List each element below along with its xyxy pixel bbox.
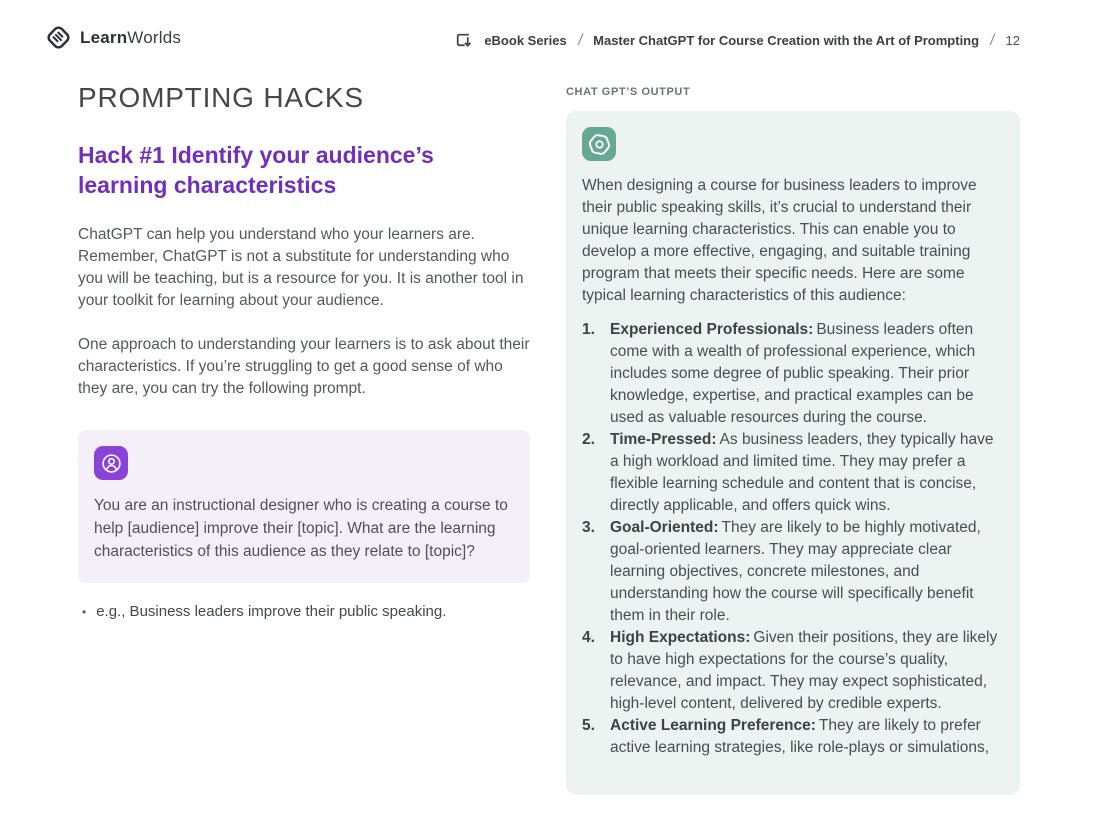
list-item [582, 627, 1000, 715]
list-item [582, 517, 1000, 627]
breadcrumb-item-ebook-series[interactable]: eBook Series [484, 33, 567, 48]
breadcrumb [454, 31, 1020, 50]
brand-name [80, 28, 181, 48]
list-item-desc: Given their positions, they are likely to have high expectations for the course’s quality, relevance, and impact. They may expect sophisticated, high-level content, delivered by credible experts. [610, 629, 998, 712]
list-item [582, 715, 1000, 759]
bullet-dot: • [82, 605, 87, 619]
right-column [566, 86, 1020, 795]
list-item-number: 4. [582, 629, 595, 646]
list-item-desc: They are likely to be highly motivated, goal-oriented learners. They may appreciate clear learning objectives, concrete milestones, and understanding how the course will specifically benefit them in their role. [610, 519, 981, 624]
brand-name-bold: Learn [80, 27, 128, 47]
breadcrumb-separator: / [576, 31, 584, 49]
list-item [582, 319, 1000, 429]
learnworlds-logo [45, 24, 181, 51]
brand-name-light: Worlds [127, 27, 182, 47]
intro-paragraph-2: One approach to understanding your learners is to ask about their characteristics. If you’re struggling to get a good sense of who they are, you can try the following prompt. [78, 336, 530, 397]
list-item-number: 2. [582, 431, 595, 448]
breadcrumb-item-title[interactable]: Master ChatGPT for Course Creation with the Art of Prompting [593, 33, 980, 48]
list-item-number: 3. [582, 519, 595, 536]
left-column [78, 82, 530, 623]
list-item-term: Time-Pressed: [610, 431, 717, 448]
hack-heading: Hack #1 Identify your audience’s learning characteristics [78, 142, 434, 198]
chatgpt-logo-icon [582, 127, 616, 161]
learnworlds-logo-icon [45, 24, 72, 51]
list-item-desc: They are likely to prefer active learning strategies, like role-plays or simulations, [610, 717, 990, 756]
page-title: PROMPTING HACKS [78, 82, 364, 113]
list-item-number: 1. [582, 321, 595, 338]
example-bullet-text: e.g., Business leaders improve their public speaking. [96, 603, 447, 620]
breadcrumb-separator: / [988, 31, 996, 49]
list-item-term: Goal-Oriented: [610, 519, 719, 536]
list-item-term: Experienced Professionals: [610, 321, 814, 338]
list-item-desc: As business leaders, they typically have a high workload and limited time. They may prefer a flexible learning schedule and content that is concise, directly applicable, and offers quick wins. [610, 431, 994, 514]
list-item [582, 429, 1000, 517]
output-box [566, 111, 1020, 795]
output-label: CHAT GPT’S OUTPUT [566, 86, 691, 98]
prompt-text: You are an instructional designer who is creating a course to help [audience] improve their [topic]. What are the learning characteristics of this audience as they relate to [topic]? [94, 497, 508, 560]
list-item-term: Active Learning Preference: [610, 717, 816, 734]
list-item-number: 5. [582, 717, 595, 734]
output-intro: When designing a course for business leaders to improve their public speaking skills, it’s crucial to understand their unique learning characteristics. This can enable you to develop a more effective, engaging, and suitable training program that meets their specific needs. Here are some typical learning characteristics of this audience: [582, 177, 977, 304]
example-bullet [82, 601, 530, 623]
ebook-download-icon [454, 31, 473, 50]
page-number: 12 [1005, 33, 1020, 48]
characteristics-list [582, 319, 1000, 759]
user-circle-icon [94, 446, 128, 480]
prompt-box [78, 430, 530, 583]
list-item-desc: Business leaders often come with a wealth of professional experience, which includes some degree of public speaking. Their prior knowledge, expertise, and practical examples can be used as valuable resources during the course. [610, 321, 976, 426]
list-item-term: High Expectations: [610, 629, 751, 646]
intro-paragraph-1: ChatGPT can help you understand who your learners are. Remember, ChatGPT is not a substitute for understanding who you will be teaching, but is a resource for you. It is another tool in your toolkit for learning about your audience. [78, 226, 524, 309]
